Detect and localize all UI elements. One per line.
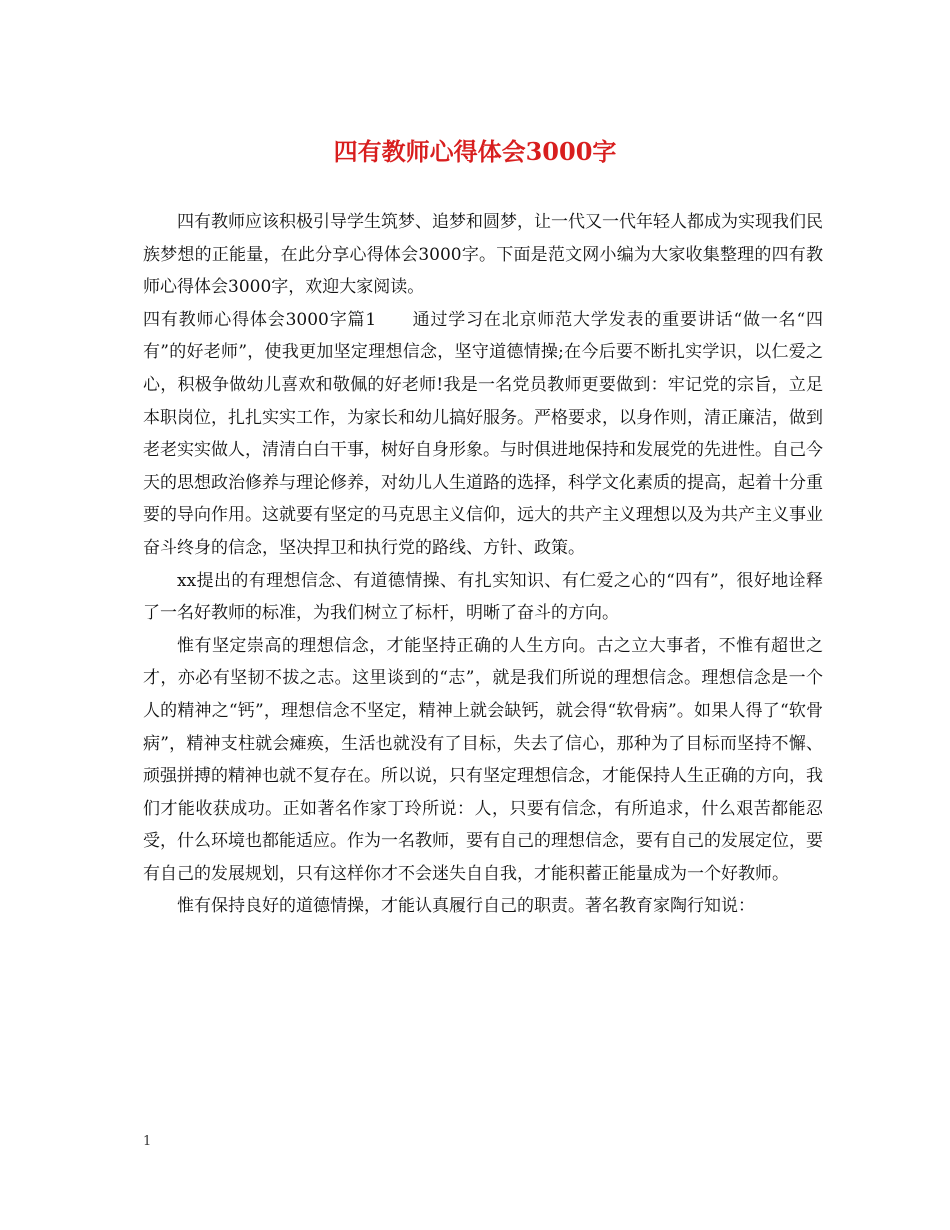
paragraph-ideals-beliefs: 惟有坚定崇高的理想信念，才能坚持正确的人生方向。古之立大事者，不惟有超世之才，亦必有坚韧不拔之志。这里谈到的“志”，就是我们所说的理想信念。理想信念是一个人的精神之“钙”，理想信念不坚定，精神上就会缺钙，就会得“软骨病”。如果人得了“软骨病”，精神支柱就会瘫痪，生活也就没有了目标，失去了信心，那种为了目标而坚持不懈、顽强拼搏的精神也就不复存在。所以说，只有坚定理想信念，才能保持人生正确的方向，我们才能收获成功。正如著名作家丁玲所说：人，只要有信念，有所追求，什么艰苦都能忍受，什么环境也都能适应。作为一名教师，要有自己的理想信念，要有自己的发展定位，要有自己的发展规划，只有这样你才不会迷失自自我，才能积蓄正能量成为一个好教师。	[143, 635, 823, 884]
page-number: 1	[143, 1134, 152, 1149]
paragraph-four-haves: xx提出的有理想信念、有道德情操、有扎实知识、有仁爱之心的“四有”，很好地诠释了一名好教师的标准，为我们树立了标杆，明晰了奋斗的方向。	[143, 570, 823, 624]
paragraph-article-1: 四有教师心得体会3000字篇1 通过学习在北京师范大学发表的重要讲话“做一名“四有”的好老师”，使我更加坚定理想信念，坚守道德情操;在今后要不断扎实学识，以仁爱之心，积极争做幼儿喜欢和敬佩的好老师!我是一名党员教师更要做到：牢记党的宗旨，立足本职岗位，扎扎实实工作，为家长和幼儿搞好服务。严格要求，以身作则，清正廉洁，做到老老实实做人，清清白白干事，树好自身形象。与时俱进地保持和发展党的先进性。自己今天的思想政治修养与理论修养，对幼儿人生道路的选择，科学文化素质的提高，起着十分重要的导向作用。这就要有坚定的马克思主义信仰，远大的共产主义理想以及为共产主义事业奋斗终身的信念，坚决捍卫和执行党的路线、方针、政策。	[143, 309, 823, 558]
paragraph-moral-sentiment: 惟有保持良好的道德情操，才能认真履行自己的职责。著名教育家陶行知说：	[177, 896, 755, 917]
paragraph-intro: 四有教师应该积极引导学生筑梦、追梦和圆梦，让一代又一代年轻人都成为实现我们民族梦想的正能量，在此分享心得体会3000字。下面是范文网小编为大家收集整理的四有教师心得体会3000字，欢迎大家阅读。	[143, 212, 823, 298]
document-body	[143, 206, 823, 923]
document-title: 四有教师心得体会3000字	[333, 137, 617, 166]
